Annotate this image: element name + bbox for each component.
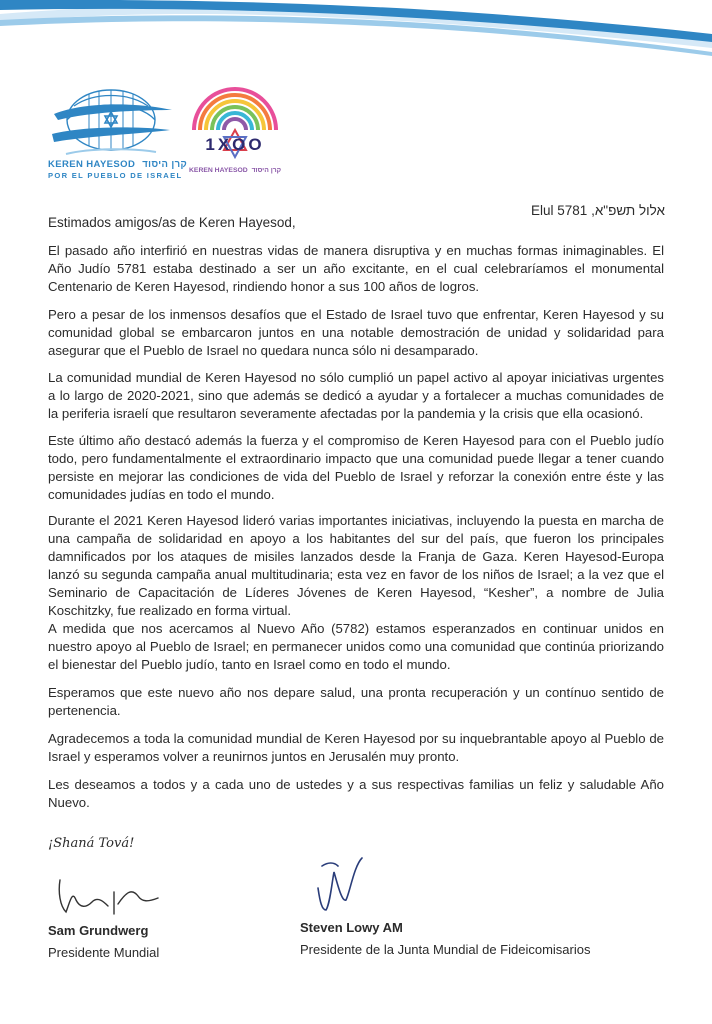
signatory-name: Sam Grundwerg [48, 923, 149, 938]
signature-lowy [312, 852, 368, 917]
signature-grundwerg [52, 862, 162, 922]
logo2-name: KEREN HAYESOD קרן היסוד [189, 167, 282, 174]
signatory-name: Steven Lowy AM [300, 920, 403, 935]
paragraph: Agradecemos a toda la comunidad mundial de Keren Hayesod por su inquebrantable apoyo al Pueblo de Israel y esperamos volver a reunirnos juntos en Jerusalén muy pronto. [48, 731, 664, 764]
signatory-title: Presidente Mundial [48, 945, 160, 960]
paragraph: Esperamos que este nuevo año nos depare salud, una pronta recuperación y un contínuo sentido de pertenencia. [48, 685, 664, 718]
paragraph: A medida que nos acercamos al Nuevo Año (5782) estamos esperanzados en continuar unidos en nuestro apoyo al Pueblo de Israel; en permanecer unidos como una comunidad que continúa priorizando el bienestar del Pueblo judío, tanto en Israel como en todo el mundo. [48, 621, 664, 672]
salutation: Estimados amigos/as de Keren Hayesod, [48, 215, 296, 230]
logo-name: KEREN HAYESOD קרן היסוד [48, 159, 188, 170]
letter-date: אלול תשפ"א, Elul 5781 [531, 203, 665, 218]
header-wave [0, 0, 712, 60]
paragraph: Pero a pesar de los inmensos desafíos que el Estado de Israel tuvo que enfrentar, Keren Hayesod y su comunidad global se embarcaron juntos en una notable demostración de unidad y solidaridad para asegurar que el Pueblo de Israel no quedara nunca sólo ni desamparado. [48, 307, 664, 358]
paragraph: El pasado año interfirió en nuestras vidas de manera disruptiva y en muchas formas inimaginables. El Año Judío 5781 estaba destinado a ser un año excitante, en el cual celebraríamos el monumental Centenario de Keren Hayesod, rindiendo honor a sus 100 años de logros. [48, 243, 664, 294]
paragraph: La comunidad mundial de Keren Hayesod no sólo cumplió un papel activo al apoyar iniciativas urgentes a lo largo de 2020-2021, sino que además se dedicó a ayudar y a fortalecer a muchas comunidades de la periferia israelí que resultaron severamente afectadas por la pandemia y la crisis que ella ocasionó. [48, 370, 664, 421]
paragraph: Durante el 2021 Keren Hayesod lideró varias importantes iniciativas, incluyendo la puesta en marcha de una campaña de solidaridad en apoyo a los habitantes del sur del país, que fueron los principales damnificados por los ataques de misiles lanzados desde la Franja de Gaza. Keren Hayesod-Europa lanzó su segunda campaña anual multitudinaria; esta vez en favor de los niños de Israel; a la vez que el Seminario de Capacitación de Líderes Jóvenes de Keren Hayesod, “Kesher”, a nombre de Julia Koschitzky, fue realizado en forma virtual. [48, 513, 664, 618]
signatory-title: Presidente de la Junta Mundial de Fideicomisarios [300, 942, 591, 957]
closing-greeting: ¡Shaná Tová! [48, 836, 135, 851]
paragraph: Este último año destacó además la fuerza y el compromiso de Keren Hayesod para con el Pueblo judío todo, pero fundamentalmente el extraordinario impacto que una comunidad puede llegar a tener cuando persiste en mejorar las condiciones de vida del Pueblo de Israel y reforzar la conexión entre éste y las comunidades judías en todo el mundo. [48, 433, 664, 502]
centennial-number: 1XOO [205, 135, 265, 154]
logo-tagline: POR EL PUEBLO DE ISRAEL [48, 171, 183, 180]
paragraph: Les deseamos a todos y a cada uno de ustedes y a sus respectivas familias un feliz y saludable Año Nuevo. [48, 777, 664, 810]
